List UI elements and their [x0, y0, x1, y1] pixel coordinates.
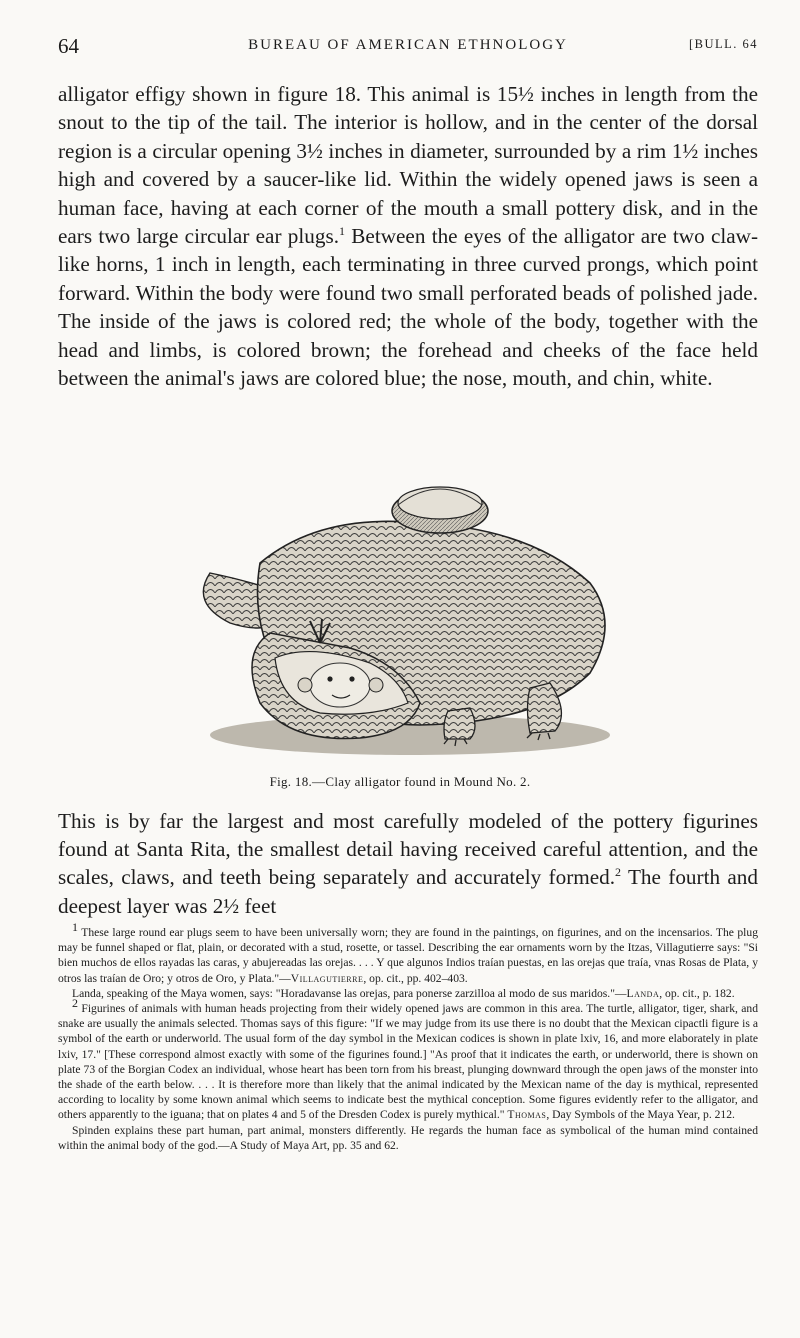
clay-alligator-illustration [170, 453, 630, 765]
figure-caption: Fig. 18.—Clay alligator found in Mound No. 2. [269, 774, 531, 789]
footnote-1-cite: , op. cit., pp. 402–403. [363, 971, 468, 985]
paragraph-2-text: This is by far the largest and most carefully modeled of the pottery figurines found at Santa Rita, the smallest detail having received careful attention, and the scales, claws, and teeth being separately and accurately formed. [58, 809, 758, 890]
footnote-1b-author: Landa [626, 986, 660, 1000]
footnote-2b [58, 1123, 758, 1153]
footnote-1 [58, 920, 758, 986]
paragraph-1-cont: Between the eyes of the alligator are two claw-like horns, 1 inch in length, each terminating in three curved prongs, which point forward. Within the body were found two small perforated beads of polished jade. The inside of the jaws is colored red; the whole of the body, together with the head and limbs, is colored brown; the forehead and cheeks of the face held between the animal's jaws are colored blue; the nose, mouth, and chin, white. [58, 224, 759, 391]
footnote-1b [58, 986, 758, 1001]
paragraph-1 [58, 80, 758, 392]
footnote-1b-text: Landa, speaking of the Maya women, says: "Horadavanse las orejas, para ponerse zarzilloa al modo de sus maridos."— [72, 986, 627, 1000]
footnote-1b-cite: , op. cit., p. 182. [659, 986, 735, 1000]
footnote-2-cite: , Day Symbols of the Maya Year, p. 212. [546, 1108, 735, 1122]
footnote-ref-2: 2 [615, 865, 622, 880]
footnote-2-author: Thomas [507, 1108, 547, 1122]
footnote-1-marker: 1 [72, 920, 78, 935]
running-header [58, 34, 758, 56]
footnote-1-text: These large round ear plugs seem to have been universally worn; they are found in the paintings, on figurines, and on the incensarios. The plug may be funnel shaped or flat, plain, or decorated with a stud, rosette, or tassel. Describing the ear ornaments worn by the Itzas, Villagutierre says: "Si bien muchos de ellos rayadas las caras, y abujereadas las orejas. . . . Y que algunos Indios traían puestas, en las orejas que traía, vnas Rosas de Plata, y otros las traían de Oro; y otros de Oro, y Plata."— [58, 926, 758, 985]
running-title: BUREAU OF AMERICAN ETHNOLOGY [248, 37, 568, 53]
footnote-1-author: Villagutierre [290, 971, 364, 985]
paragraph-2 [58, 807, 758, 920]
footnotes [58, 920, 758, 1153]
page-number: 64 [58, 34, 79, 58]
footnote-2-marker: 2 [72, 996, 78, 1011]
footnote-2-text: Figurines of animals with human heads projecting from their widely opened jaws are common in this area. The turtle, alligator, tiger, shark, and snake are usually the animals selected. Thomas says of this figure: "If we may judge from its use there is no doubt that the Mexican cipactli figure is a symbol of the earth or underworld. The usual form of the day symbol in the Mexican codices is shown in plate lxiv, 16, and more elaborately in plate lxiv, 17." [These correspond almost exactly with some of the figurines found.] "As proof that it indicates the earth, or underworld, there is shown on plate 73 of the Borgian Codex an individual, whose heart has been torn from his breast, plunging downward through the open jaws of the monster into the shade of the earth below. . . . It is therefore more than likely that the animal indicated by the Mexican name of the day is mythical, represented according to locality by some known animal which seems to indicate best the mythical conception. Some figures evidently refer to the alligator, and others apparently to the iguana; that on plates 4 and 5 of the Dresden Codex is purely mythical." [58, 1002, 758, 1122]
bulletin-label: [BULL. 64 [688, 37, 758, 51]
footnote-2b-text: Spinden explains these part human, part animal, monsters differently. He regards the human face as symbolical of the human mind contained within the animal body of the god.—A Study of Maya Art, pp. 35 and 62. [58, 1123, 758, 1152]
footnote-ref-1: 1 [339, 223, 346, 238]
alligator-figure [170, 453, 630, 765]
paragraph-2-cont: The fourth and deepest layer was 2½ feet [58, 865, 758, 918]
footnote-2 [58, 996, 758, 1123]
paragraph-1-text: alligator effigy shown in figure 18. This animal is 15½ inches in length from the snout to the tip of the tail. The interior is hollow, and in the center of the dorsal region is a circular opening 3½ inches in diameter, surrounded by a rim 1½ inches high and covered by a saucer-like lid. Within the widely opened jaws is seen a human face, having at each corner of the mouth a small pottery disk, and in the ears two large circular ear plugs. [58, 82, 758, 249]
